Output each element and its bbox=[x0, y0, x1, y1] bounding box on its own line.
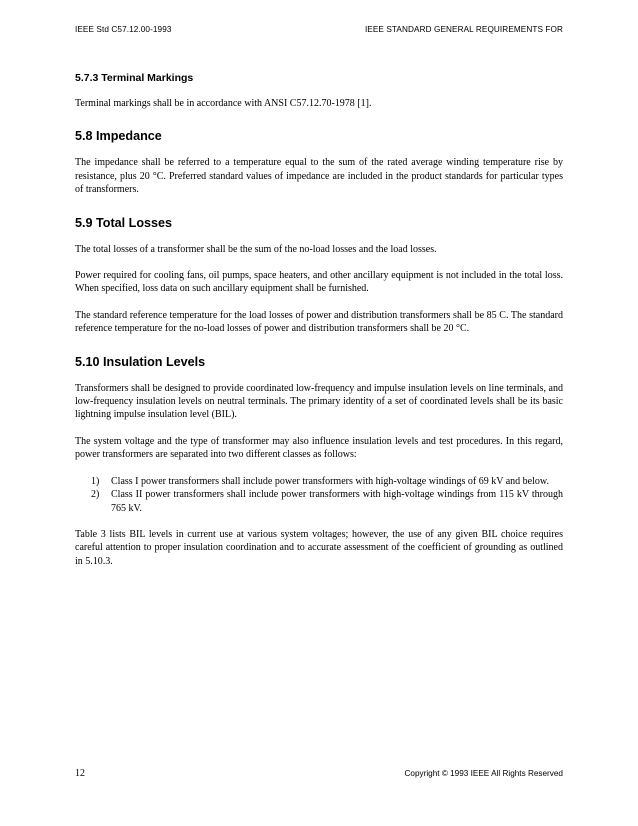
paragraph: Table 3 lists BIL levels in current use at various system voltages; however, the use of any given BIL choice requires careful attention to proper insulation coordination and to accurate assessment of the coefficient of grounding as outlined in 5.10.3. bbox=[75, 528, 563, 567]
paragraph: The total losses of a transformer shall be the sum of the no-load losses and the load losses. bbox=[75, 243, 437, 255]
paragraph: The standard reference temperature for the load losses of power and distribution transformers shall be 85 C. The standard reference temperature for the no-load losses of power and distribution transformers shall be 20 °C. bbox=[75, 309, 563, 335]
section-heading: 5.8 Impedance bbox=[75, 129, 162, 144]
section-heading: 5.9 Total Losses bbox=[75, 215, 173, 230]
section-insulation-levels bbox=[75, 355, 563, 568]
list-item-number: 1) bbox=[91, 475, 100, 487]
header-standard-id: IEEE Std C57.12.00-1993 bbox=[75, 25, 172, 34]
copyright-notice: Copyright © 1993 IEEE All Rights Reserved bbox=[404, 769, 563, 778]
page-number: 12 bbox=[75, 768, 85, 779]
page-body bbox=[75, 72, 563, 581]
paragraph: The impedance shall be referred to a temperature equal to the sum of the rated average winding temperature rise by resistance, plus 20 °C. Preferred standard values of impedance are included in the product standards for particular types of transformers. bbox=[75, 157, 563, 196]
paragraph: Terminal markings shall be in accordance with ANSI C57.12.70-1978 [1]. bbox=[75, 98, 372, 109]
paragraph: Transformers shall be designed to provide coordinated low-frequency and impulse insulation levels on line terminals, and low-frequency insulation levels on neutral terminals. The primary identity of a set of coordinated levels shall be its basic lightning impulse insulation level (BIL). bbox=[75, 382, 563, 421]
section-heading: 5.7.3 Terminal Markings bbox=[75, 72, 194, 84]
section-impedance bbox=[75, 129, 563, 196]
header-title: IEEE STANDARD GENERAL REQUIREMENTS FOR bbox=[364, 25, 563, 34]
list-item-number: 2) bbox=[91, 489, 100, 501]
running-footer bbox=[75, 768, 563, 782]
section-heading: 5.10 Insulation Levels bbox=[75, 354, 206, 369]
running-header bbox=[75, 25, 563, 37]
section-total-losses bbox=[75, 216, 563, 336]
list-item-text: Class II power transformers shall include power transformers with high-voltage windings from 115 kV through 765 kV. bbox=[111, 489, 563, 514]
list-item bbox=[75, 488, 563, 515]
list-item bbox=[75, 475, 563, 488]
class-list bbox=[75, 475, 563, 515]
list-item-text: Class I power transformers shall include power transformers with high-voltage windings of 69 kV and below. bbox=[111, 475, 549, 487]
paragraph: Power required for cooling fans, oil pumps, space heaters, and other ancillary equipment is not included in the total loss. When specified, loss data on such ancillary equipment shall be furnished. bbox=[75, 270, 563, 295]
paragraph: The system voltage and the type of transformer may also influence insulation levels and test procedures. In this regard, power transformers are separated into two different classes as follows: bbox=[75, 435, 563, 461]
section-terminal-markings bbox=[75, 72, 563, 110]
